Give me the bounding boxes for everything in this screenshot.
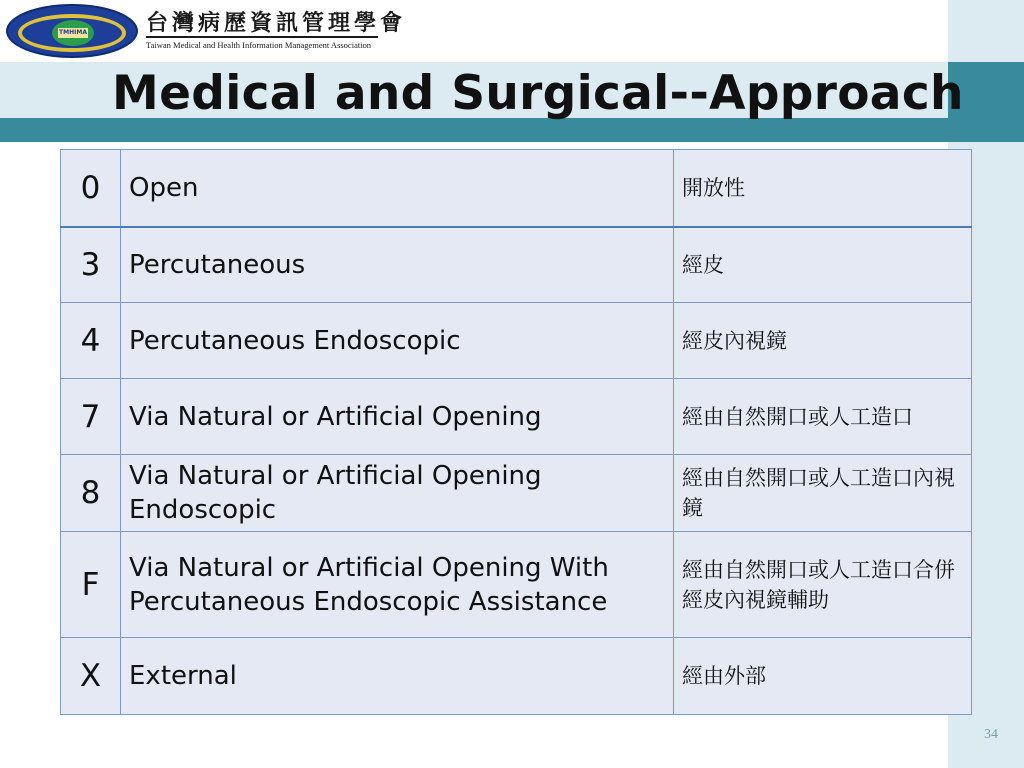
logo-badge-text: TMHIMA [59,29,87,36]
table-row [61,150,972,227]
approach-chinese: 經由自然開口或人工造口 [674,379,972,455]
approach-description: Via Natural or Artificial Opening [121,379,674,455]
association-logo [6,2,407,60]
table-row [61,303,972,379]
approach-chinese: 經由自然開口或人工造口內視鏡 [674,455,972,532]
approach-chinese: 經由自然開口或人工造口合併經皮內視鏡輔助 [674,532,972,638]
approach-code: 0 [61,150,121,227]
table-row [61,455,972,532]
org-name-chinese: 台灣病歷資訊管理學會 [146,10,407,36]
page-number: 34 [984,727,998,742]
approach-code: X [61,638,121,715]
approach-description: Via Natural or Artificial Opening Endoscopic [121,455,674,532]
approach-code: F [61,532,121,638]
table-row [61,638,972,715]
approach-code: 8 [61,455,121,532]
org-name-english: Taiwan Medical and Health Information Management Association [146,40,372,50]
logo-divider [146,36,378,38]
approach-code: 7 [61,379,121,455]
approach-description: Open [121,150,674,227]
logo-emblem-icon [6,4,138,58]
table-row [61,532,972,638]
approach-description: External [121,638,674,715]
approach-code: 3 [61,227,121,303]
approach-description: Percutaneous [121,227,674,303]
approach-code: 4 [61,303,121,379]
approach-table [60,149,972,715]
table-row [61,227,972,303]
approach-chinese: 經由外部 [674,638,972,715]
approach-chinese: 經皮內視鏡 [674,303,972,379]
approach-chinese: 經皮 [674,227,972,303]
approach-chinese: 開放性 [674,150,972,227]
slide-title: Medical and Surgical--Approach [112,66,964,121]
title-band-accent [0,118,948,142]
table-row [61,379,972,455]
approach-description: Percutaneous Endoscopic [121,303,674,379]
approach-description: Via Natural or Artificial Opening With Percutaneous Endoscopic Assistance [121,532,674,638]
